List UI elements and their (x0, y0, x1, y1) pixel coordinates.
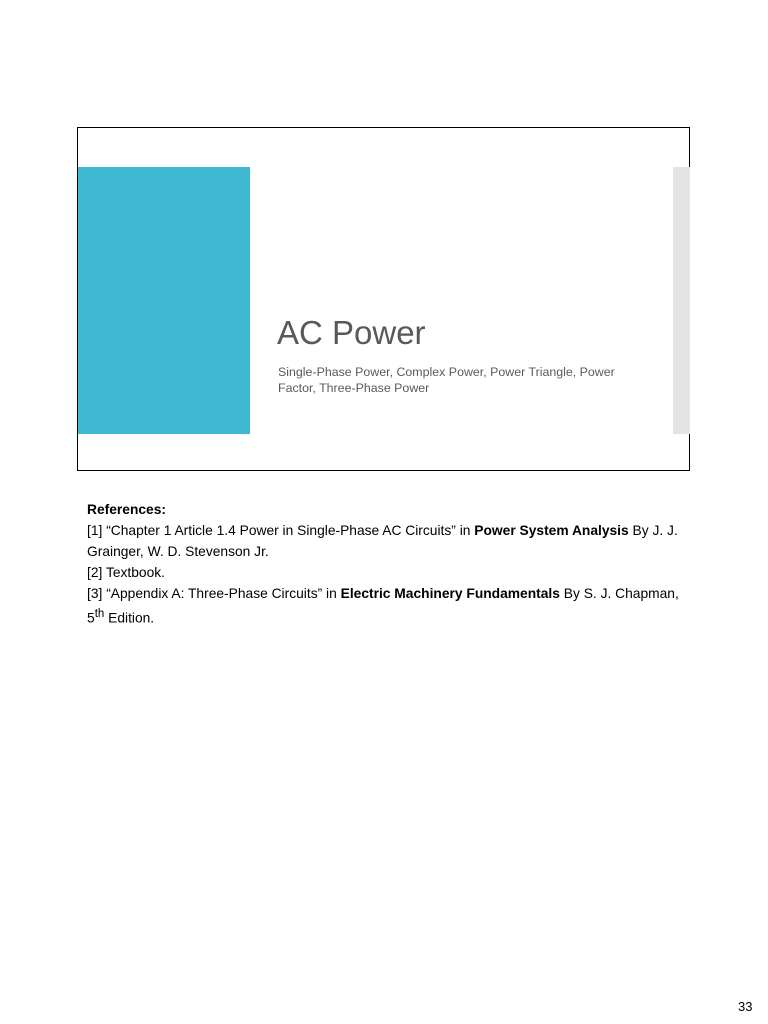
references-section (87, 499, 687, 629)
reference-text: Textbook. (105, 565, 165, 580)
reference-authors: By S. J. Chapman, 5 (87, 586, 679, 626)
reference-item-2 (87, 562, 687, 583)
reference-book-title: Power System Analysis (474, 523, 629, 538)
reference-label: [2] (87, 565, 103, 580)
slide-thumbnail (77, 127, 690, 471)
slide-side-bar (673, 167, 690, 434)
reference-quote: “Appendix A: Three-Phase Circuits” (106, 586, 323, 601)
reference-label: [3] (87, 586, 103, 601)
page-number: 33 (738, 999, 753, 1014)
edition-tail: Edition. (108, 610, 155, 626)
references-heading: References: (87, 502, 166, 517)
slide-accent-block (78, 167, 250, 434)
reference-book-title: Electric Machinery Fundamentals (340, 586, 560, 601)
reference-item-3: [3] “Appendix A: Three-Phase Circuits” in Electric Machinery Fundamentals By S. J. Chapman, 5th Edition. (87, 586, 679, 626)
slide-subtitle: Single-Phase Power, Complex Power, Power Triangle, Power Factor, Three-Phase Power (278, 365, 615, 395)
edition-superscript: th (94, 608, 105, 620)
reference-quote: “Chapter 1 Article 1.4 Power in Single-Phase AC Circuits” (106, 523, 456, 538)
reference-authors: By J. J. Grainger, W. D. Stevenson Jr. (87, 523, 678, 559)
reference-item-1: [1] “Chapter 1 Article 1.4 Power in Single-Phase AC Circuits” in Power System Analysis By J. J. Grainger, W. D. Stevenson Jr. (87, 523, 678, 559)
slide-title: AC Power (277, 314, 426, 351)
reference-label: [1] (87, 523, 103, 538)
